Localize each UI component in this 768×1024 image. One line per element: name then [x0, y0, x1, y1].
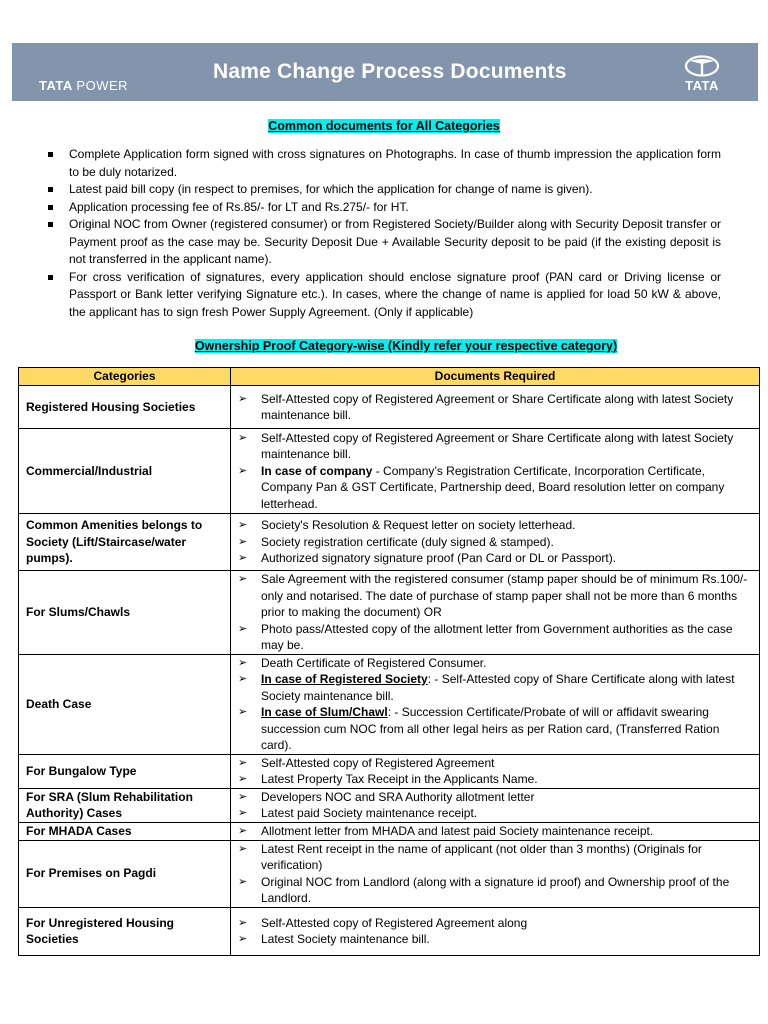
category-cell: For Bungalow Type — [19, 754, 231, 788]
arrow-bullet-icon: ➢ — [238, 773, 248, 785]
documents-cell — [231, 907, 760, 955]
category-cell: For Premises on Pagdi — [19, 840, 231, 907]
document-item: ➢ Self-Attested copy of Registered Agreement or Share Certificate along with latest Society maintenance bill. — [238, 430, 734, 462]
arrow-bullet-icon: ➢ — [238, 842, 248, 855]
category-cell: Registered Housing Societies — [19, 386, 231, 429]
documents-cell — [231, 822, 760, 840]
table-header-row — [19, 368, 760, 386]
bullet-square-icon — [48, 205, 53, 210]
arrow-bullet-icon: ➢ — [238, 519, 248, 532]
bullet-square-icon — [48, 275, 53, 280]
document-item: ➢ Latest Rent receipt in the name of applicant (not older than 3 months) (Originals for verification) — [238, 841, 702, 872]
document-item: ➢ Photo pass/Attested copy of the allotment letter from Government authorities as the case may be. — [238, 621, 733, 652]
table-row — [19, 788, 760, 822]
ownership-proof-heading: Ownership Proof Category-wise (Kindly refer your respective category) — [194, 339, 618, 353]
document-item: ➢ Sale Agreement with the registered consumer (stamp paper should be of minimum Rs.100/- only and notarised. The date of purchase of stamp paper shall not be more than 6 months prior to making the document) OR — [238, 572, 748, 619]
arrow-bullet-icon: ➢ — [238, 807, 248, 819]
arrow-bullet-icon: ➢ — [238, 875, 248, 888]
category-cell: For Unregistered Housing Societies — [19, 907, 231, 955]
document-item: ➢ Allotment letter from MHADA and latest paid Society maintenance receipt. — [238, 823, 654, 838]
col-categories-header: Categories — [19, 368, 231, 386]
arrow-bullet-icon: ➢ — [238, 464, 248, 477]
bullet-square-icon — [48, 152, 53, 157]
tata-power-logo: TATA POWER — [39, 78, 129, 93]
document-item: ➢ Latest Society maintenance bill. — [238, 932, 430, 946]
document-item: ➢ Society's Resolution & Request letter on society letterhead. — [238, 518, 576, 533]
arrow-bullet-icon: ➢ — [238, 790, 248, 803]
category-cell: Commercial/Industrial — [19, 429, 231, 514]
document-item: ➢ Self-Attested copy of Registered Agreement — [238, 755, 495, 770]
documents-cell — [231, 386, 760, 429]
common-document-item: Complete Application form signed with cross signatures on Photographs. In case of thumb impression the application form to be duly notarized. — [46, 146, 721, 181]
arrow-bullet-icon: ➢ — [238, 392, 248, 405]
table-row — [19, 754, 760, 788]
document-item: ➢ In case of Slum/Chawl: - Succession Certificate/Probate of will or affidavit swearing succession cum NOC from all other legal heirs as per Ration card, (Transferred Ration card). — [238, 705, 720, 752]
common-document-item: For cross verification of signatures, every application should enclose signature proof (PAN card or Driving license or Passport or Bank letter verifying Signature etc.). In cases, where the change of name is applied for load 50 kW & above, the applicant has to sign fresh Power Supply Agreement. (Only if applicable) — [46, 269, 721, 322]
page-title: Name Change Process Documents — [213, 60, 567, 83]
table-row — [19, 429, 760, 514]
arrow-bullet-icon: ➢ — [238, 706, 248, 718]
common-document-item: Original NOC from Owner (registered consumer) or from Registered Society/Builder along with Security Deposit transfer or Payment proof as the case may be. Security Deposit Due + Available Security deposit to be paid (if the existing deposit is not transferred in the applicant name). — [46, 216, 721, 269]
document-item: ➢ Latest paid Society maintenance receipt. — [238, 806, 478, 820]
arrow-bullet-icon: ➢ — [238, 552, 248, 565]
col-documents-header: Documents Required — [231, 368, 760, 386]
document-item: ➢ Developers NOC and SRA Authority allotment letter — [238, 789, 535, 804]
tata-logo: TATA — [672, 55, 732, 95]
category-cell: For MHADA Cases — [19, 822, 231, 840]
table-row — [19, 386, 760, 429]
document-item: ➢ In case of company - Company’s Registration Certificate, Incorporation Certificate, Company Pan & GST Certificate, Partnership deed, Board resolution letter on company letterhead. — [238, 463, 725, 511]
documents-cell — [231, 840, 760, 907]
arrow-bullet-icon: ➢ — [238, 622, 248, 635]
common-documents-heading: Common documents for All Categories — [268, 119, 500, 133]
tata-emblem-icon — [684, 55, 720, 77]
arrow-bullet-icon: ➢ — [238, 824, 248, 837]
ownership-proof-table — [18, 367, 760, 956]
table-row — [19, 654, 760, 754]
arrow-bullet-icon: ➢ — [238, 573, 248, 585]
table-row — [19, 571, 760, 655]
document-item: ➢ In case of Registered Society: - Self-Attested copy of Share Certificate along with latest Society maintenance bill. — [238, 672, 735, 703]
arrow-bullet-icon: ➢ — [238, 756, 248, 769]
common-document-item: Latest paid bill copy (in respect to premises, for which the application for change of name is given). — [46, 181, 721, 199]
documents-cell — [231, 788, 760, 822]
documents-cell — [231, 571, 760, 655]
document-item: ➢ Society registration certificate (duly signed & stamped). — [238, 534, 554, 549]
category-cell: For SRA (Slum Rehabilitation Authority) Cases — [19, 788, 231, 822]
documents-cell — [231, 514, 760, 571]
arrow-bullet-icon: ➢ — [238, 431, 248, 444]
arrow-bullet-icon: ➢ — [238, 916, 248, 929]
table-row — [19, 822, 760, 840]
arrow-bullet-icon: ➢ — [238, 656, 248, 669]
header-banner — [12, 43, 758, 101]
common-documents-list — [46, 146, 721, 321]
table-row — [19, 907, 760, 955]
table-row — [19, 840, 760, 907]
category-cell: For Slums/Chawls — [19, 571, 231, 655]
document-item: ➢ Latest Property Tax Receipt in the Applicants Name. — [238, 772, 538, 786]
documents-cell — [231, 429, 760, 514]
documents-cell — [231, 654, 760, 754]
bullet-square-icon — [48, 222, 53, 227]
document-item: ➢ Authorized signatory signature proof (Pan Card or DL or Passport). — [238, 551, 617, 566]
arrow-bullet-icon: ➢ — [238, 673, 248, 685]
bullet-square-icon — [48, 187, 53, 192]
document-item: ➢ Original NOC from Landlord (along with a signature id proof) and Ownership proof of the Landlord. — [238, 874, 730, 905]
document-item: ➢ Death Certificate of Registered Consumer. — [238, 655, 487, 670]
category-cell: Death Case — [19, 654, 231, 754]
document-item: ➢ Self-Attested copy of Registered Agreement or Share Certificate along with latest Society maintenance bill. — [238, 391, 734, 422]
document-item: ➢ Self-Attested copy of Registered Agreement along — [238, 915, 528, 930]
arrow-bullet-icon: ➢ — [238, 933, 248, 945]
arrow-bullet-icon: ➢ — [238, 535, 248, 548]
common-document-item: Application processing fee of Rs.85/- for LT and Rs.275/- for HT. — [46, 199, 721, 217]
table-row — [19, 514, 760, 571]
category-cell: Common Amenities belongs to Society (Lift/Staircase/water pumps). — [19, 514, 231, 571]
documents-cell — [231, 754, 760, 788]
